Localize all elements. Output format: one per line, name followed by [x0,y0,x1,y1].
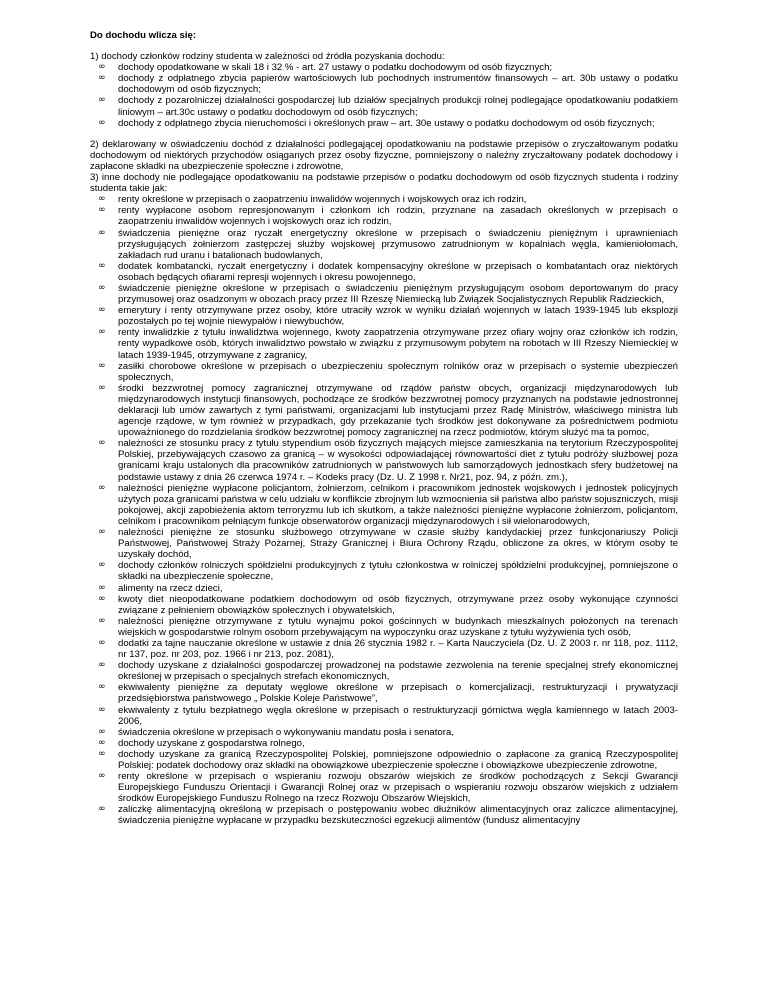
section-3-intro: 3) inne dochody nie podlegające opodatkowaniu na podstawie przepisów o podatku dochodowym od osób fizycznych studenta i rodziny studenta takie jak: [90,172,678,195]
list-item: ∞ dochody uzyskane z gospodarstwa rolnego, [90,738,678,749]
list-item: ∞ zaliczkę alimentacyjną określoną w przepisach o postępowaniu wobec dłużników alimentacyjnych oraz zaliczce alimentacyjnej, świadczenia pieniężne wypłacane w przypadku bezskuteczności egzekucji alimentów (fundusz alimentacyjny [90,804,678,826]
list-item: ∞ alimenty na rzecz dzieci, [90,583,678,594]
list-item: ∞ renty określone w przepisach o zaopatrzeniu inwalidów wojennych i wojskowych oraz ich rodzin, [90,194,678,205]
list-item: ∞ dochody uzyskane za granicą Rzeczypospolitej Polskiej, pomniejszone odpowiednio o zapłacone za granicą Rzeczypospolitej Polskiej: podatek dochodowy oraz składki na obowiązkowe ubezpieczenie społeczne i obowiązkowe ubezpieczenie zdrowotne, [90,749,678,771]
list-item: ∞ ekwiwalenty z tytułu bezpłatnego węgla określone w przepisach o restrukturyzacji górnictwa węgla kamiennego w latach 2003-2006, [90,705,678,727]
section-1-intro: 1) dochody członków rodziny studenta w zależności od źródła pozyskania dochodu: [90,51,445,63]
list-item: ∞ dochody uzyskane z działalności gospodarczej prowadzonej na podstawie zezwolenia na terenie specjalnej strefy ekonomicznej określonej w przepisach o specjalnych strefach ekonomicznych, [90,660,678,682]
document-page [90,30,678,827]
list-item: ∞ świadczenia pieniężne oraz ryczałt energetyczny określone w przepisach o świadczeniu pieniężnym i uprawnieniach przysługujących żołnierzom zastępczej służby wojskowej przymusowo zatrudnionym w kopalniach węgla, kamieniołomach, zakładach rud uranu i batalionach budowlanych, [90,228,678,261]
list-item: ∞ emerytury i renty otrzymywane przez osoby, które utraciły wzrok w wyniku działań wojennych w latach 1939-1945 lub eksplozji pozostałych po tej wojnie niewypałów i niewybuchów, [90,305,678,327]
list-item: ∞ zasiłki chorobowe określone w przepisach o ubezpieczeniu społecznym rolników oraz w przepisach o systemie ubezpieczeń społecznych, [90,361,678,383]
list-item: ∞ świadczenie pieniężne określone w przepisach o świadczeniu pieniężnym przysługującym osobom deportowanym do pracy przymusowej oraz osadzonym w obozach pracy przez III Rzeszę Niemiecką lub Związek Socjalistycznych Republik Radzieckich, [90,283,678,305]
list-item: ∞ środki bezzwrotnej pomocy zagranicznej otrzymywane od rządów państw obcych, organizacji międzynarodowych lub międzynarodowych instytucji finansowych, pochodzące ze środków bezzwrotnej pomocy przyznanych na podstawie jednostronnej deklaracji lub umów zawartych z tymi państwami, organizacjami lub instytucjami przez Radę Ministrów, właściwego ministra lub agencje rządowe, w tym również w przypadkach, gdy przekazanie tych środków jest dokonywane za pośrednictwem podmiotu upoważnionego do rozdzielania środków bezzwrotnej pomocy zagranicznej na rzecz podmiotów, którym służyć ma ta pomoc, [90,383,678,438]
list-item: ∞ dochody z odpłatnego zbycia papierów wartościowych lub pochodnych instrumentów finansowych – art. 30b ustawy o podatku dochodowym od osób fizycznych; [90,73,678,95]
list-item: ∞ renty wypłacone osobom represjonowanym i członkom ich rodzin, przyznane na zasadach określonych w przepisach o zaopatrzeniu inwalidów wojennych i wojskowych oraz ich rodzin, [90,205,678,227]
section-3-list [90,194,678,826]
list-item: ∞ dochody opodatkowane w skali 18 i 32 % - art. 27 ustawy o podatku dochodowym od osób fizycznych; [90,62,678,73]
list-item: ∞ należności ze stosunku pracy z tytułu stypendium osób fizycznych mających miejsce zamieszkania na terytorium Rzeczypospolitej Polskiej, przebywających czasowo za granicą – w wysokości odpowiadającej równowartości diet z tytułu podróży służbowej poza granicami kraju ustalonych dla pracowników zatrudnionych w państwowych lub samorządowych jednostkach sfery budżetowej na podstawie ustawy z dnia 26 czerwca 1974 r. – Kodeks pracy (Dz. U. Z 1998 r. Nr21, poz. 94, z późn. zm.), [90,438,678,482]
list-item: ∞ dochody członków rolniczych spółdzielni produkcyjnych z tytułu członkostwa w rolniczej spółdzielni produkcyjnej, pomniejszone o składki na ubezpieczenie społeczne, [90,560,678,582]
list-item: ∞ renty określone w przepisach o wspieraniu rozwoju obszarów wiejskich ze środków pochodzących z Sekcji Gwarancji Europejskiego Funduszu Orientacji i Gwarancji Rolnej oraz w przepisach o wspieraniu rozwoju obszarów wiejskich z udziałem środków Europejskiego Funduszu Rolnego na rzecz Rozwoju Obszarów Wiejskich, [90,771,678,804]
list-item: ∞ dodatki za tajne nauczanie określone w ustawie z dnia 26 stycznia 1982 r. – Karta Nauczyciela (Dz. U. Z 2003 r. nr 118, poz. 1112, nr 137, poz. nr 203, poz. 1966 i nr 213, poz. 2081), [90,638,678,660]
section-1-list [90,62,678,129]
spacer [90,129,678,139]
list-item: ∞ należności pieniężne ze stosunku służbowego otrzymywane w czasie służby kandydackiej przez funkcjonariuszy Policji Państwowej, Państwowej Straży Pożarnej, Straży Granicznej i Biura Ochrony Rządu, obliczone za okres, w którym osoby te uzyskały dochód, [90,527,678,560]
list-item: ∞ ekwiwalenty pieniężne za deputaty węglowe określone w przepisach o komercjalizacji, restrukturyzacji i prywatyzacji przedsiębiorstwa państwowego „ Polskie Koleje Państwowe”, [90,682,678,704]
list-item: ∞ kwoty diet nieopodatkowane podatkiem dochodowym od osób fizycznych, otrzymywane przez osoby wykonujące czynności związane z pełnieniem obowiązków społecznych i obywatelskich, [90,594,678,616]
list-item: ∞ renty inwalidzkie z tytułu inwalidztwa wojennego, kwoty zaopatrzenia otrzymywane przez ofiary wojny oraz członków ich rodzin, renty wypadkowe osób, których inwalidztwo powstało w związku z przymusowym pobytem na robotach w III Rzeszy Niemieckiej w latach 1939-1945, otrzymywane z zagranicy, [90,327,678,360]
list-item: ∞ dodatek kombatancki, ryczałt energetyczny i dodatek kompensacyjny określone w przepisach o kombatantach oraz niektórych osobach będących ofiarami represji wojennych i okresu powojennego, [90,261,678,283]
document-heading: Do dochodu wlicza się: [90,30,197,41]
list-item: ∞ świadczenia określone w przepisach o wykonywaniu mandatu posła i senatora, [90,727,678,738]
list-item: ∞ należności pieniężne otrzymywane z tytułu wynajmu pokoi gościnnych w budynkach mieszkalnych położonych na terenach wiejskich w gospodarstwie rolnym osobom przebywającym na wypoczynku oraz uzyskane z tytułu wyżywienia tych osób, [90,616,678,638]
list-item: ∞ dochody z odpłatnego zbycia nieruchomości i określonych praw – art. 30e ustawy o podatku dochodowym od osób fizycznych; [90,118,678,129]
list-item: ∞ należności pieniężne wypłacone policjantom, żołnierzom, celnikom i pracownikom jednostek wojskowych i jednostek policyjnych użytych poza granicami państwa w celu udziału w konflikcie zbrojnym lub wzmocnienia sił państwa albo państw sojuszniczych, misji pokojowej, akcji zapobieżenia aktom terroryzmu lub ich skutkom, a także należności pieniężne wypłacone żołnierzom, policjantom, celnikom i pracownikom pełniącym funkcje obserwatorów organizacji międzynarodowych i sił wielonarodowych, [90,483,678,527]
section-2-text: 2) deklarowany w oświadczeniu dochód z działalności podlegającej opodatkowaniu na podstawie przepisów o zryczałtowanym podatku dochodowym od niektórych przychodów osiąganych przez osoby fizyczne, pomniejszony o należny zryczałtowany podatek dochodowy i zapłacone składki na ubezpieczenie społeczne i zdrowotne, [90,138,678,172]
list-item: ∞ dochody z pozarolniczej działalności gospodarczej lub działów specjalnych produkcji rolnej podlegające opodatkowaniu podatkiem liniowym – art.30c ustawy o podatku dochodowym od osób fizycznych; [90,95,678,117]
